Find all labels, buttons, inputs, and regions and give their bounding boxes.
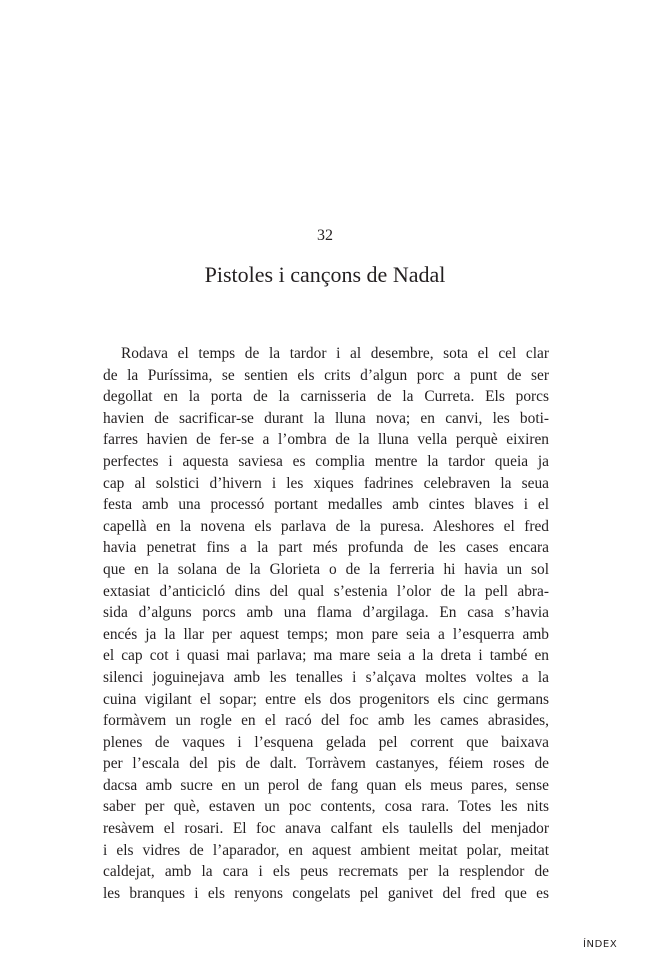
text-line: les branques i els renyons congelats pel ganivet del fred que es (103, 884, 549, 902)
text-line: havien de sacrificar-se durant la lluna nova; en canvi, les boti- (103, 409, 549, 427)
text-line: extasiat d’anticicló dins del qual s’estenia l’olor de la pell abra- (103, 582, 549, 600)
chapter-number: 32 (317, 227, 333, 244)
text-line: dacsa amb sucre en un perol de fang quan els meus pares, sense (103, 776, 549, 794)
text-line: encés ja la llar per aquest temps; mon pare seia a l’esquerra amb (103, 625, 549, 643)
text-line: capellà en la novena els parlava de la puresa. Aleshores el fred (103, 517, 549, 535)
text-line: el cap cot i quasi mai parlava; ma mare seia a la dreta i també en (103, 647, 549, 665)
text-line: silenci joguinejava amb les tenalles i s’alçava moltes voltes a la (103, 668, 549, 686)
text-line: resàvem el rosari. El foc anava calfant els taulells del menjador (103, 820, 549, 838)
chapter-title: Pistoles i cançons de Nadal (204, 262, 446, 287)
text-line: festa amb una processó portant medalles amb cintes blaves i el (103, 496, 549, 514)
text-line: degollat en la porta de la carnisseria de la Curreta. Els porcs (103, 388, 549, 406)
text-line: i els vidres de l’aparador, en aquest ambient meitat polar, meitat (103, 841, 549, 859)
text-line: de la Puríssima, se sentien els crits d’algun porc a punt de ser (103, 366, 549, 384)
text-line: que en la solana de la Glorieta o de la ferreria hi havia un sol (103, 560, 549, 578)
text-line: havia penetrat fins a la part més profunda de les cases encara (103, 539, 549, 557)
body-paragraph (103, 343, 549, 904)
text-line: caldejat, amb la cara i els peus recremats per la resplendor de (103, 863, 549, 881)
index-link[interactable]: ÍNDEX (583, 939, 618, 950)
text-line: per l’escala del pis de dalt. Torràvem castanyes, féiem roses de (103, 755, 549, 773)
text-line: perfectes i aquesta saviesa es complia mentre la tardor queia ja (103, 452, 549, 470)
text-line: cap al solstici d’hivern i les xiques fadrines celebraven la seua (103, 474, 549, 492)
text-line: plenes de vaques i l’esquena gelada pel corrent que baixava (103, 733, 549, 751)
text-line: sida d’alguns porcs amb una flama d’argilaga. En casa s’havia (103, 604, 549, 622)
text-line: cuina vigilant el sopar; entre els dos progenitors els cinc germans (103, 690, 549, 708)
text-line: farres havien de fer-se a l’ombra de la lluna vella perquè eixiren (103, 431, 549, 449)
text-line: formàvem un rogle en el racó del foc amb les cames abrasides, (103, 712, 549, 730)
text-line: saber per què, estaven un poc contents, cosa rara. Totes les nits (103, 798, 549, 816)
text-line: Rodava el temps de la tardor i al desembre, sota el cel clar (121, 345, 549, 362)
